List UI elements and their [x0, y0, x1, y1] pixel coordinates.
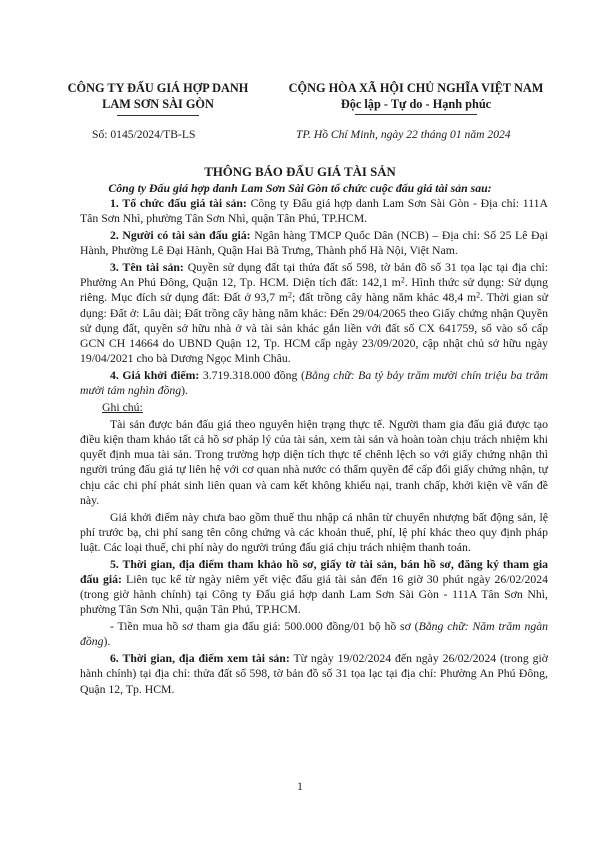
section-1	[80, 196, 548, 226]
section-5-label: 5. Thời gian, địa điểm tham khảo hồ sơ, giấy tờ tài sản, bán hồ sơ, đăng ký tham gia đấu giá:	[80, 557, 548, 587]
section-6-label: 6. Thời gian, địa điểm xem tài sản:	[110, 652, 290, 666]
national-motto: Độc lập - Tự do - Hạnh phúc	[340, 97, 492, 111]
national-header	[282, 80, 550, 115]
section-1-text: Công ty Đấu giá hợp danh Lam Sơn Sài Gòn - Địa chỉ: 111A Tân Sơn Nhì, phường Tân Sơn Nhì, quận Tân Phú, TP.HCM.	[80, 197, 548, 226]
section-5-fee	[80, 619, 548, 649]
section-3-label: 3. Tên tài sản:	[110, 261, 184, 274]
section-4-text: 3.719.318.000 đồng (	[199, 369, 305, 383]
company-header	[58, 80, 258, 116]
notes-paragraph-2: Giá khởi điểm này chưa bao gồm thuế thu nhập cá nhân từ chuyển nhượng bất động sản, lệ phí trước bạ, chi phí sang tên công chứng và các khoản thuế, phí, lệ phí khác theo quy định pháp luật. Các loại thuế, chi phí này do người trúng đấu giá chịu trách nhiệm thanh toán.	[80, 510, 548, 555]
page-number: 1	[297, 781, 303, 793]
section-3-sup-a: 2	[400, 275, 405, 285]
section-3-sup-b: 2	[288, 290, 293, 300]
document-subtitle: Công ty Đấu giá hợp danh Lam Sơn Sài Gòn tổ chức cuộc đấu giá tài sản sau:	[108, 181, 492, 195]
section-6	[80, 651, 548, 697]
section-3-text-a: Quyền sử dụng đất tại thửa đất số 598, tờ bản đồ số 31 tọa lạc tại địa chỉ: Phường An Phú Đông, Quận 12, Tp. HCM. Diện tích đất: 142,1 m	[80, 261, 548, 290]
document-number: Số: 0145/2024/TB-LS	[92, 128, 196, 141]
section-5-fee-text: - Tiền mua hồ sơ tham gia đấu giá: 500.000 đồng/01 bộ hồ sơ (	[110, 620, 419, 634]
section-5-fee-end: ).	[103, 635, 111, 649]
section-6-text: Từ ngày 19/02/2024 đến ngày 26/02/2024 (trong giờ hành chính) tại địa chỉ: thửa đất số 598, tờ bản đồ số 31 tọa lạc tại địa chỉ: Phường An Phú Đông, Quận 12, Tp. HCM.	[80, 652, 548, 696]
notes-paragraph-1: Tài sản được bán đấu giá theo nguyên hiện trạng thực tế. Người tham gia đấu giá được tạo điều kiện tham khảo tất cả hồ sơ pháp lý của tài sản, xem tài sản và hoàn toàn chịu trách nhiệm khi quyết định mua tài sản. Trong trường hợp diện tích thực tế chênh lệch so với giấy chứng nhận thì người trúng đấu giá tự liên hệ với cơ quan nhà nước có thẩm quyền để cấp đổi giấy chứng nhận, tự chịu các chi phí phát sinh liên quan và cam kết không khiếu nại, tranh chấp, khởi kiện về vấn đề này.	[80, 417, 548, 507]
section-2-label: 2. Người có tài sản đấu giá:	[110, 229, 251, 242]
section-5-text: Liên tục kể từ ngày niêm yết việc đấu giá tài sản đến 16 giờ 30 phút ngày 26/02/2024 (trong giờ hành chính) tại Công ty Đấu giá hợp danh Lam Sơn Sài Gòn - 111A Tân Sơn Nhì, phường Tân Sơn Nhì, quận Tân Phú, TP.HCM.	[80, 573, 548, 617]
section-5	[80, 557, 548, 618]
notes-heading	[80, 400, 548, 415]
document-body	[80, 196, 548, 698]
section-3-sup-c: 2	[476, 290, 481, 300]
section-2	[80, 228, 548, 258]
section-2-text: Ngân hàng TMCP Quốc Dân (NCB) – Địa chỉ: Số 25 Lê Đại Hành, Phường Lê Đại Hành, Quận Hai Bà Trưng, Thành phố Hà Nội, Việt Nam.	[80, 229, 548, 258]
section-3-text-c: ; đất trồng cây hàng năm khác 48,4 m	[292, 291, 477, 305]
section-3-text-b: . Hình thức sử dụng: Sử dụng riêng. Mục đích sử dụng đất: Đất ở 93,7 m	[80, 276, 548, 305]
section-5-fee-italic: Bằng chữ: Năm trăm ngàn đồng	[80, 620, 548, 649]
section-4-italic: Bằng chữ: Ba tỷ bảy trăm mười chín triệu ba trăm mười tám nghìn đồng	[80, 369, 548, 398]
motto-underline	[355, 114, 477, 115]
section-1-label: 1. Tổ chức đấu giá tài sản:	[110, 197, 247, 210]
section-3-text-d: . Thời gian sử dụng: Đất ở: Lâu dài; Đất trồng cây hàng năm khác: Đến 29/04/2065 theo Giấy chứng nhận Quyền sử dụng đất, quyền sở hữu nhà ở và tài sản khác gắn liền với đất số CX 641759, số vào sổ cấp GCN CH 14664 do UBND Quận 12, Tp. HCM cấp ngày 23/09/2020, cập nhật chủ sở hữu ngày 19/04/2021 cho bà Dương Ngọc Minh Châu.	[80, 291, 548, 366]
notes-label: Ghi chú:	[102, 401, 143, 415]
section-4	[80, 368, 548, 398]
section-3	[80, 260, 548, 366]
section-4-end: ).	[181, 384, 188, 398]
document-date: TP. Hồ Chí Minh, ngày 22 tháng 01 năm 2024	[296, 128, 511, 141]
company-name-line2: LAM SƠN SÀI GÒN	[102, 97, 214, 111]
section-4-label: 4. Giá khởi điểm:	[110, 369, 200, 383]
document-title: THÔNG BÁO ĐẤU GIÁ TÀI SẢN	[204, 165, 396, 179]
company-name-line1: CÔNG TY ĐẤU GIÁ HỢP DANH	[67, 81, 249, 95]
national-title: CỘNG HÒA XÃ HỘI CHỦ NGHĨA VIỆT NAM	[288, 81, 544, 95]
company-underline	[117, 115, 199, 116]
